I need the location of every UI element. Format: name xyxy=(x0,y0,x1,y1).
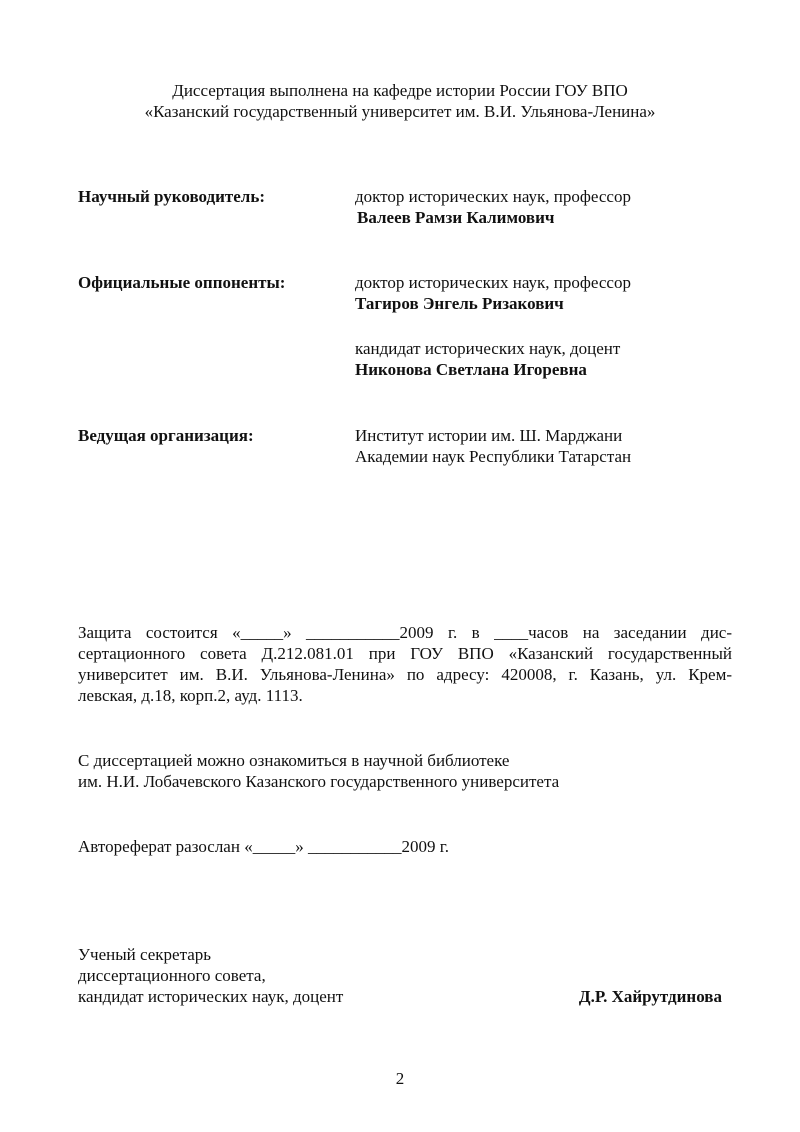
defense-line-1: Защита состоится «_____» ___________2009 г. в ____часов на заседании дис- xyxy=(78,623,732,642)
opponent-1-title: доктор исторических наук, профессор xyxy=(355,273,631,292)
opponent-1 xyxy=(355,272,631,314)
opponent-1-name: Тагиров Энгель Ризакович xyxy=(355,294,564,313)
secretary-line-2: диссертационного совета, xyxy=(78,966,266,985)
header xyxy=(0,80,800,122)
library-paragraph xyxy=(78,750,732,792)
library-line-1: С диссертацией можно ознакомиться в научной библиотеке xyxy=(78,751,510,770)
supervisor-value xyxy=(355,186,631,228)
leading-org-line-2: Академии наук Республики Татарстан xyxy=(355,447,632,466)
secretary-line-1: Ученый секретарь xyxy=(78,945,212,964)
defense-line-2: сертационного совета Д.212.081.01 при ГОУ ВПО «Казанский государственный xyxy=(78,644,732,663)
page-number: 2 xyxy=(395,1069,405,1088)
leading-org-label: Ведущая организация: xyxy=(78,426,254,445)
sent-paragraph xyxy=(78,836,732,857)
secretary-block xyxy=(78,944,722,1007)
library-line-2: им. Н.И. Лобачевского Казанского государственного университета xyxy=(78,772,560,791)
supervisor-title: доктор исторических наук, профессор xyxy=(355,187,631,206)
defense-line-3: университет им. В.И. Ульянова-Ленина» по адресу: 420008, г. Казань, ул. Крем- xyxy=(78,665,732,684)
opponent-2-name: Никонова Светлана Игоревна xyxy=(355,360,587,379)
supervisor-name: Валеев Рамзи Калимович xyxy=(357,208,555,227)
opponent-2-title: кандидат исторических наук, доцент xyxy=(355,339,621,358)
secretary-name: Д.Р. Хайрутдинова xyxy=(578,987,722,1006)
leading-org-line-1: Институт истории им. Ш. Марджани xyxy=(355,426,623,445)
opponent-2 xyxy=(355,338,620,380)
opponents-label: Официальные оппоненты: xyxy=(78,273,286,292)
header-line-1: Диссертация выполнена на кафедре истории России ГОУ ВПО xyxy=(172,81,628,100)
sent-text: Автореферат разослан «_____» ___________2009 г. xyxy=(78,837,449,856)
leading-org-value xyxy=(355,425,631,467)
supervisor-label: Научный руководитель: xyxy=(78,187,265,206)
defense-paragraph xyxy=(78,622,732,706)
secretary-line-3: кандидат исторических наук, доцент xyxy=(78,987,344,1006)
defense-line-4: левская, д.18, корп.2, ауд. 1113. xyxy=(78,686,303,705)
header-line-2: «Казанский государственный университет им. В.И. Ульянова-Ленина» xyxy=(144,102,656,121)
